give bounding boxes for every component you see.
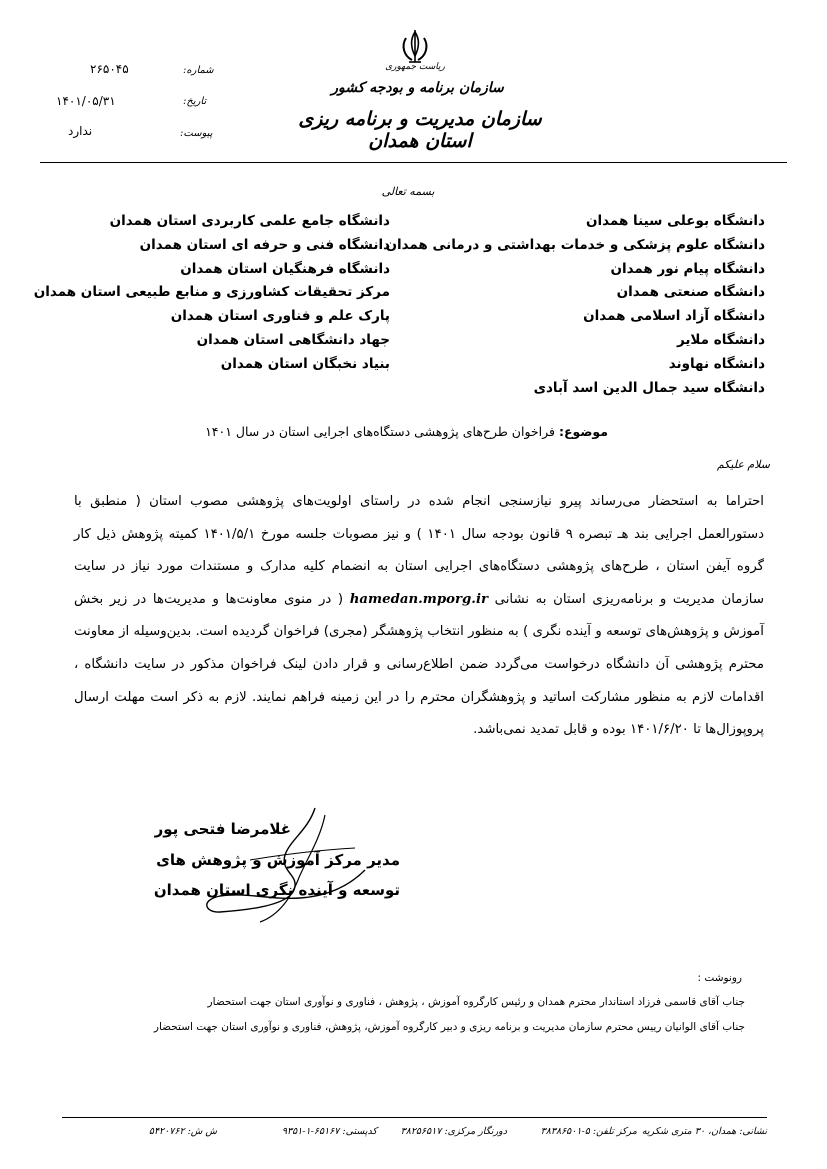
header-mid-title: سازمان برنامه و بودجه کشور: [331, 80, 504, 96]
recipient: پارک علم و فناوری استان همدان: [170, 308, 390, 325]
recipient: دانشگاه آزاد اسلامی همدان: [583, 308, 765, 325]
salutation-top: بسمه تعالی: [381, 185, 435, 198]
subject-text: فراخوان طرح‌های پژوهشی دستگاه‌های اجرایی استان در سال ۱۴۰۱: [205, 424, 555, 439]
recipient: بنیاد نخبگان استان همدان: [220, 355, 390, 372]
recipient: دانشگاه علوم پزشکی و خدمات بهداشتی و درمانی همدان: [385, 236, 765, 253]
footer-divider: [62, 1117, 767, 1118]
letter-body: [74, 486, 764, 747]
cc-line: جناب آقای قاسمی فرزاد استاندار محترم همدان و رئیس کارگروه آموزش ، پژوهش ، فناوری و نوآوری استان جهت استحضار: [207, 996, 745, 1008]
signer-title-line2: توسعه و آینده نگری استان همدان: [153, 881, 400, 899]
signer-name: غلامرضا فتحی پور: [154, 820, 291, 838]
recipient: جهاد دانشگاهی استان همدان: [196, 331, 390, 348]
website-link[interactable]: hamedan.mporg.ir: [349, 591, 488, 607]
recipient: مرکز تحقیقات کشاورزی و منابع طبیعی استان همدان: [33, 284, 390, 301]
recipient: دانشگاه فنی و حرفه ای استان همدان: [139, 236, 390, 253]
recipient: دانشگاه فرهنگیان استان همدان: [180, 260, 390, 277]
recipient: دانشگاه ملایر: [676, 331, 765, 348]
body-part1: احتراما به استحضار می‌رساند پیرو نیازسنجی انجام شده در راستای اولویت‌های پژوهشی مصوب استان ( منطبق با دستورالعمل اجرایی بند هـ تبصره ۹ قانون بودجه سال ۱۴۰۱ ) و نیز مصوبات جلسه مورخ ۱۴۰۱/۵/۱ کمیته پژوهش ذیل کار گروه آیفن استان ، طرح‌های پژوهشی دستگاه‌های اجرایی استان به انضمام کلیه مدارک و مستندات مورد نیاز در سایت سازمان مدیریت و برنامه‌ریزی استان به نشانی: [74, 494, 765, 607]
recipient: دانشگاه جامع علمی کاربردی استان همدان: [109, 213, 390, 229]
attachment-value: ندارد: [68, 124, 93, 138]
header-divider: [40, 162, 787, 163]
number-value: ۲۶۵۰۴۵: [90, 62, 129, 76]
subject-label: موضوع:: [558, 424, 608, 439]
footer-national-id: ش ش: ۵۴۲۰۷۶۲: [148, 1126, 217, 1137]
footer-phone: مرکز تلفن: ۵-۳۸۳۸۶۵۰۱: [540, 1126, 637, 1137]
greeting: سلام علیکم: [716, 458, 770, 471]
body-part2: ( در منوی معاونت‌ها و مدیریت‌ها در زیر بخش آموزش و پژوهش‌های توسعه و آینده نگری ) به منظور انتخاب پژوهشگر (مجری) فراخوان گردیده است. بدین‌وسیله از معاونت محترم پژوهشی آن دانشگاه درخواست می‌گردد ضمن اطلاع‌رسانی و قرار دادن لینک فراخوان مذکور در سایت دانشگاه ، اقدامات لازم به منظور مشارکت اساتید و پژوهشگران محترم را در این زمینه فراهم نمایند. لازم به ذکر است مهلت ارسال پروپوزال‌ها تا ۱۴۰۱/۶/۲۰ بوده و قابل تمدید نمی‌باشد.: [74, 591, 764, 738]
footer-address: نشانی: همدان، ۳۰ متری شکریه: [641, 1126, 767, 1137]
footer-postal-code: کدپستی: ۶۵۱۶۷-۱-۹۳۵۱: [281, 1126, 377, 1137]
header-main-title: سازمان مدیریت و برنامه ریزی استان همدان: [298, 108, 542, 152]
recipients-left: [33, 210, 390, 377]
date-value: ۱۴۰۱/۰۵/۳۱: [56, 94, 116, 108]
number-label: شماره:: [183, 65, 214, 76]
cc-label: رونوشت :: [697, 972, 742, 984]
cc-line: جناب آقای الوانیان رییس محترم سازمان مدیریت و برنامه ریزی و دبیر کارگروه آموزش، پژوهش، فناوری و نوآوری استان جهت استحضار: [153, 1021, 745, 1033]
date-label: تاریخ:: [183, 96, 207, 107]
recipient: دانشگاه صنعتی همدان: [616, 284, 765, 301]
recipients-right: [385, 210, 765, 400]
recipient: دانشگاه پیام نور همدان: [610, 260, 765, 277]
header-small-title: ریاست جمهوری: [385, 62, 445, 72]
national-emblem-icon: [398, 28, 432, 66]
footer-fax: دورنگار مرکزی: ۳۸۲۵۶۵۱۷: [400, 1126, 507, 1137]
recipient: دانشگاه بوعلی سینا همدان: [585, 213, 765, 229]
recipient: دانشگاه سید جمال الدین اسد آبادی: [533, 379, 765, 396]
attachment-label: پیوست:: [180, 128, 213, 139]
subject-line: [205, 424, 608, 439]
recipient: دانشگاه نهاوند: [668, 355, 765, 372]
signer-title-line1: مدیر مرکز آموزش و پژوهش های: [156, 851, 400, 869]
